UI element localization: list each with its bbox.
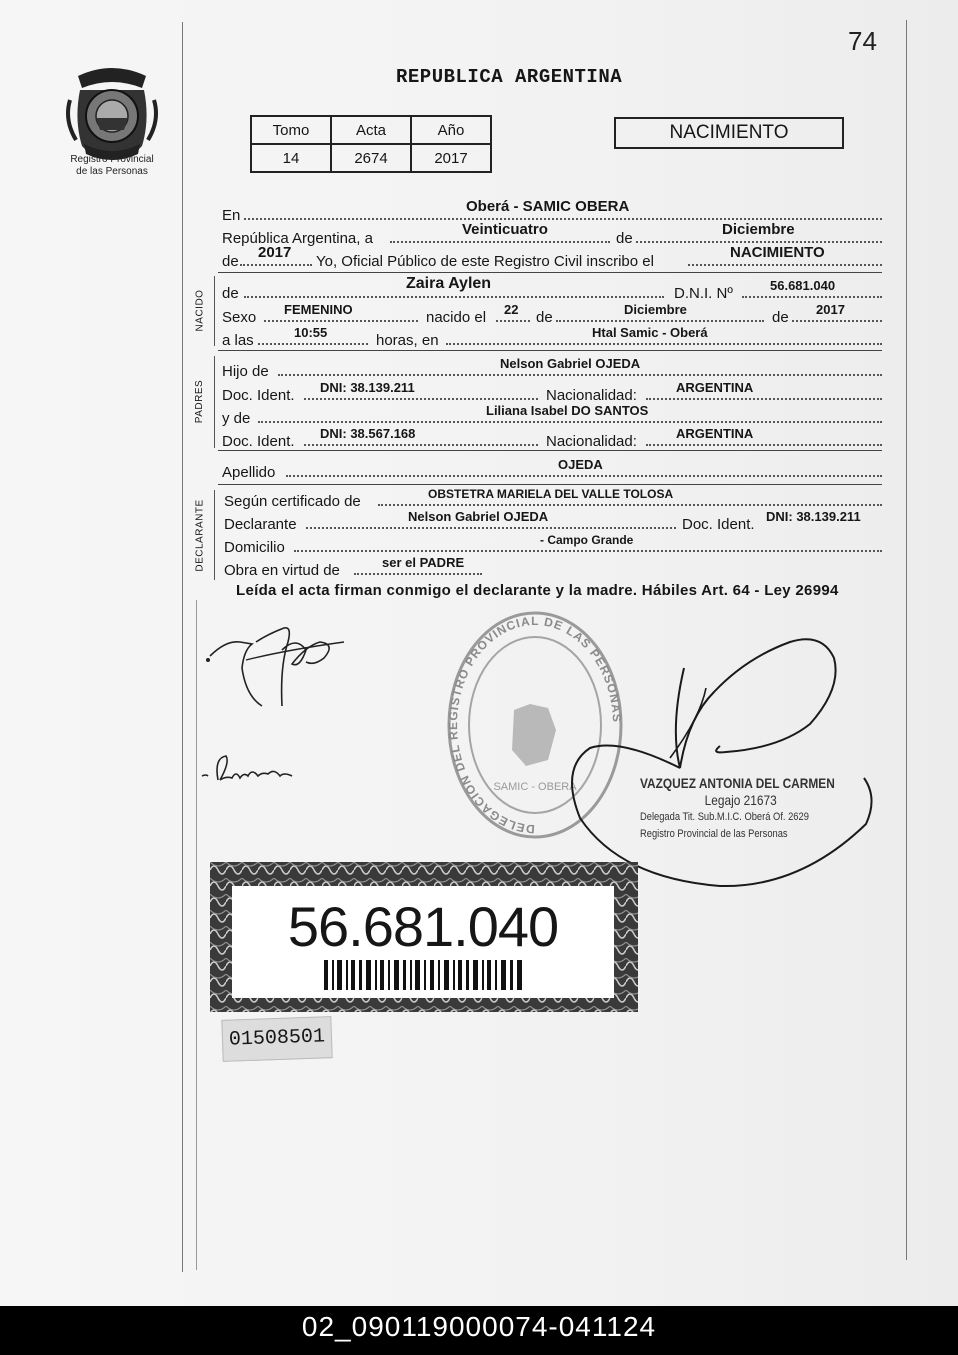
year-value: 2017 <box>258 244 292 261</box>
child-sex: FEMENINO <box>284 302 353 317</box>
barcode <box>324 960 524 990</box>
mother-dni: DNI: 38.567.168 <box>320 426 416 441</box>
scan-footer-id: 02_090119000074-041124 <box>0 1306 958 1355</box>
address-value: - Campo Grande <box>540 533 634 547</box>
row-yo: de 2017 Yo, Oficial Público de este Registro Civil inscribo el NACIMIENTO <box>222 246 882 270</box>
declarant-name: Nelson Gabriel OJEDA <box>408 509 549 524</box>
page-number: 74 <box>848 26 877 56</box>
header-title: REPUBLICA ARGENTINA <box>396 66 623 88</box>
official-title: Delegada Tit. Sub.M.I.C. Oberá Of. 2629 <box>640 811 809 823</box>
section-label-padres: PADRES <box>194 379 206 423</box>
official-registry: Registro Provincial de las Personas <box>640 828 788 840</box>
tomo-value: 14 <box>251 144 331 172</box>
row-declarante: Declarante Nelson Gabriel OJEDA Doc. Ident. DNI: 38.139.211 <box>224 509 861 533</box>
row-mother-doc: Doc. Ident. DNI: 38.567.168 Nacionalidad: ARGENTINA <box>222 426 882 450</box>
row-nacido-sexo: Sexo FEMENINO nacido el 22 de Diciembre de 2017 <box>222 302 882 326</box>
row-nacido-name: de Zaira Aylen D.N.I. Nº 56.681.040 <box>222 278 882 302</box>
birth-place: Htal Samic - Oberá <box>592 325 708 340</box>
registry-logo-caption: Registro Provincial de las Personas <box>70 154 154 177</box>
closing-note: Leída el acta firman conmigo el declarante y la madre. Hábiles Art. 64 - Ley 26994 <box>236 582 839 599</box>
row-certificado: Según certificado de OBSTETRA MARIELA DEL VALLE TOLOSA <box>222 486 882 510</box>
declarant-signature <box>196 606 356 716</box>
birth-year: 2017 <box>816 302 845 317</box>
sticker-number: 56.681.040 <box>287 895 559 958</box>
row-hijo-de: Hijo de Nelson Gabriel OJEDA <box>222 356 882 380</box>
row-nacido-hora: a las 10:55 horas, en Htal Samic - Oberá <box>222 325 882 349</box>
child-name: Zaira Aylen <box>406 275 492 292</box>
day-value: Veinticuatro <box>462 221 548 238</box>
mother-nationality: ARGENTINA <box>676 426 754 441</box>
birth-day: 22 <box>504 302 519 317</box>
certificate-issuer: OBSTETRA MARIELA DEL VALLE TOLOSA <box>428 487 674 501</box>
official-name: VAZQUEZ ANTONIA DEL CARMEN <box>640 775 835 791</box>
father-nationality: ARGENTINA <box>676 380 754 395</box>
row-apellido: Apellido OJEDA <box>222 457 882 481</box>
svg-text:SAMIC - OBERA: SAMIC - OBERA <box>493 781 577 793</box>
mother-name: Liliana Isabel DO SANTOS <box>486 403 649 418</box>
row-domicilio: Domicilio - Campo Grande <box>222 532 882 556</box>
acta-value: 2674 <box>331 144 411 172</box>
month-value: Diciembre <box>722 221 795 238</box>
row-father-doc: Doc. Ident. DNI: 38.139.211 Nacionalidad: ARGENTINA <box>222 380 882 404</box>
document-type-box: NACIMIENTO <box>614 117 844 149</box>
surname-value: OJEDA <box>558 457 603 472</box>
inscribo-value: NACIMIENTO <box>730 244 825 261</box>
father-dni: DNI: 38.139.211 <box>320 380 415 395</box>
anio-header: Año <box>411 116 491 144</box>
father-name: Nelson Gabriel OJEDA <box>500 356 641 371</box>
place-registry: Oberá - SAMIC OBERA <box>466 198 630 215</box>
security-sticker <box>210 862 638 1012</box>
official-legajo: Legajo 21673 <box>704 792 777 808</box>
tomo-acta-anio-table <box>250 115 492 173</box>
section-label-nacido: NACIDO <box>194 289 206 331</box>
section-label-declarante: DECLARANTE <box>194 498 206 572</box>
serial-number: 01508501 <box>221 1016 332 1062</box>
official-signature <box>560 628 880 898</box>
anio-value: 2017 <box>411 144 491 172</box>
tomo-header: Tomo <box>251 116 331 144</box>
child-dni: 56.681.040 <box>770 278 836 293</box>
row-obra: Obra en virtud de ser el PADRE <box>222 555 882 579</box>
svg-text:DELEGACION DEL REGISTRO PROVIN: DELEGACION DEL REGISTRO PROVINCIAL DE LAS PERSONAS <box>446 613 625 837</box>
mother-signature <box>196 750 306 790</box>
row-y-de: y de Liliana Isabel DO SANTOS <box>222 403 882 427</box>
declarant-dni: DNI: 38.139.211 <box>766 509 861 524</box>
left-margin-line <box>182 22 183 1272</box>
acting-capacity: ser el PADRE <box>382 555 465 570</box>
acta-header: Acta <box>331 116 411 144</box>
row-republica: República Argentina, a Veinticuatro de Diciembre <box>222 223 882 247</box>
official-signature-block <box>640 775 835 843</box>
birth-month: Diciembre <box>624 302 687 317</box>
row-en: En Oberá - SAMIC OBERA <box>222 200 882 224</box>
right-margin-line <box>906 20 907 1260</box>
birth-time: 10:55 <box>294 325 328 340</box>
